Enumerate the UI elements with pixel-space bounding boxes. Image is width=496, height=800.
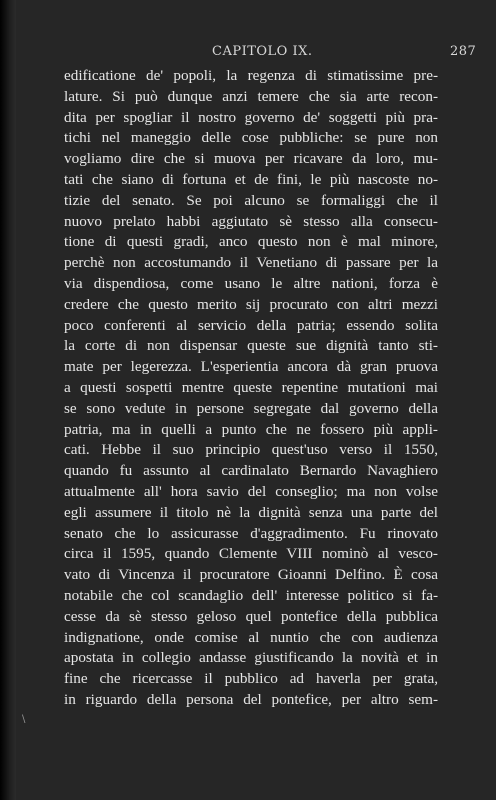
running-head: CAPITOLO IX.: [212, 44, 313, 59]
text-line: la corte di non dispensar queste sue dignità tanto sti-: [64, 337, 438, 355]
text-line: tione di questi gradi, anco questo non è mal minore,: [64, 233, 438, 251]
text-line: tizie del senato. Se poi alcuno se formaliggi che il: [64, 191, 438, 209]
text-line: patria, ma in quelli a punto che ne fossero più appli-: [64, 420, 438, 438]
text-line: apostata in collegio andasse giustificando la novità et in: [64, 649, 438, 667]
page-number: 287: [450, 44, 477, 59]
text-line: edificatione de' popoli, la regenza di stimatissime pre-: [64, 67, 438, 84]
text-line: lature. Si può dunque anzi temere che sia arte recon-: [64, 87, 438, 105]
page-blemish-mark: \: [22, 714, 26, 725]
text-line: se sono vedute in persone segregate dal governo della: [64, 399, 438, 417]
text-line: mate per legerezza. L'esperientia ancora dà gran pruova: [64, 358, 438, 376]
text-line: perchè non accostumando il Venetiano di passare per la: [64, 254, 438, 272]
text-line: cati. Hebbe il suo principio quest'uso verso il 1550,: [64, 441, 438, 459]
text-line: indignatione, onde comise al nuntio che con audienza: [64, 628, 438, 646]
text-line: in riguardo della persona del pontefice, per altro sem-: [64, 690, 438, 708]
text-line: quando fu assunto al cardinalato Bernardo Navaghiero: [64, 462, 438, 480]
text-line: senato che lo assicurasse d'aggradimento. Fu rinovato: [64, 524, 438, 542]
text-line: notabile che col scandaglio dell' interesse politico si fa-: [64, 586, 438, 604]
text-line: vato di Vincenza il procuratore Gioanni Delfino. È cosa: [64, 566, 438, 584]
book-gutter-shadow: [0, 0, 16, 800]
body-text: [64, 66, 438, 711]
text-line: fine che ricercasse il pubblico ad haverla per grata,: [64, 670, 438, 688]
text-line: vogliamo dire che si muova per ricavare da loro, mu-: [64, 150, 438, 168]
text-line: attualmente all' hora savio del conseglio; ma non volse: [64, 482, 438, 500]
text-line: via dispendiosa, come usano le altre nationi, forza è: [64, 274, 438, 292]
text-line: dita per spogliar il nostro governo de' soggetti più pra-: [64, 108, 438, 126]
text-line: nuovo prelato habbi aggiutato sè stesso alla consecu-: [64, 212, 438, 230]
text-line: egli assumere il titolo nè la dignità senza una parte del: [64, 503, 438, 521]
text-line: credere che questo merito sij procurato con altri mezzi: [64, 295, 438, 313]
text-line: poco conferenti al servicio della patria; essendo solita: [64, 316, 438, 334]
page-header: [16, 44, 496, 64]
text-line: a questi sospetti mentre queste repentine mutationi mai: [64, 378, 438, 396]
text-line: circa il 1595, quando Clemente VIII nominò al vesco-: [64, 545, 438, 563]
text-line: tichi nel maneggio delle cose pubbliche: se pure non: [64, 129, 438, 147]
text-line: cesse da sè stesso geloso quel pontefice della pubblica: [64, 607, 438, 625]
text-line: tati che siano di fortuna et de fini, le più nascoste no-: [64, 170, 438, 188]
